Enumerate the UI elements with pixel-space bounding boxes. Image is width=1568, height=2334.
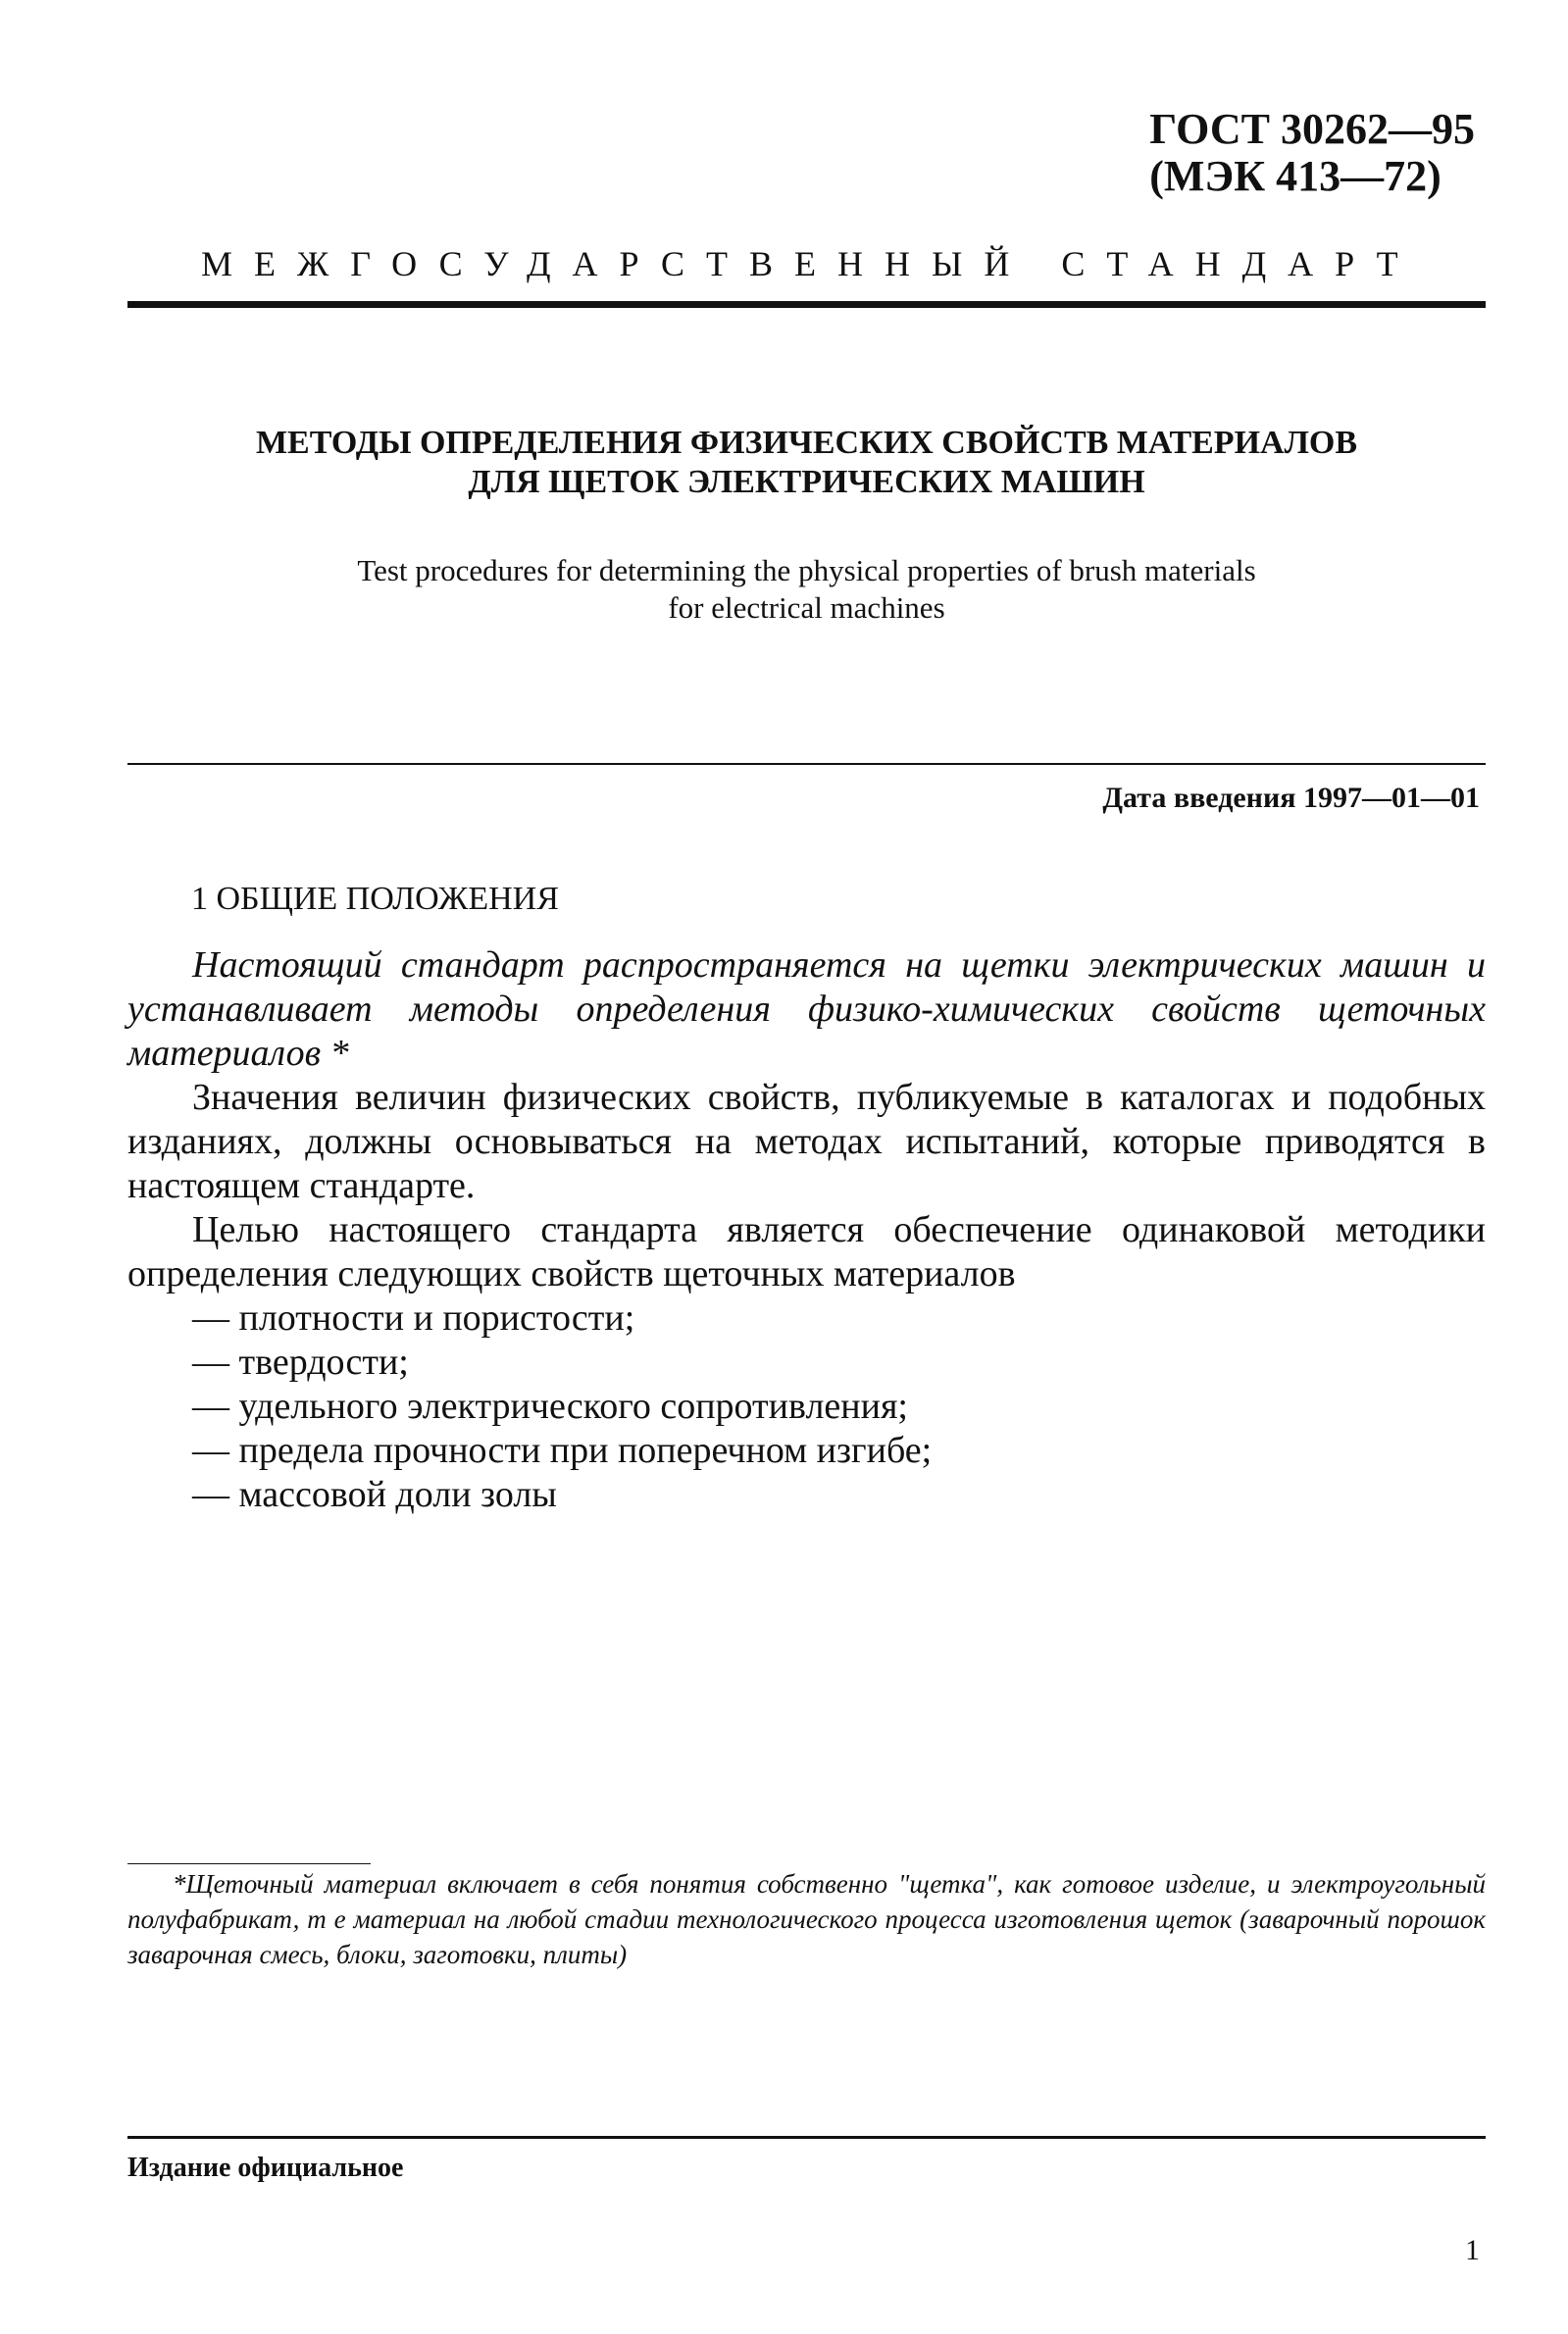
introduction-date: Дата введения 1997—01—01 (1102, 782, 1480, 814)
title-russian (127, 424, 1486, 502)
purpose-paragraph: Целью настоящего стандарта является обеспечение одинаковой методики определения следующих свойств щеточных материалов (127, 1209, 1486, 1294)
header-divider (127, 301, 1486, 308)
list-item: — плотности и пористости; (192, 1297, 635, 1339)
footnote-divider (127, 1863, 371, 1864)
properties-list (127, 1296, 1486, 1517)
title-en-line1: Test procedures for determining the physical properties of brush materials (357, 553, 1256, 587)
list-item: — массовой доли золы (192, 1474, 557, 1515)
title-english (127, 552, 1486, 627)
interstate-standard-heading: МЕЖГОСУДАРСТВЕННЫЙ СТАНДАРТ (201, 244, 1420, 283)
scope-paragraph: Настоящий стандарт распространяется на щетки электрических машин и устанавливает методы определения физико-химических свойств щеточных материалов * (127, 944, 1486, 1074)
bottom-divider (127, 2136, 1486, 2139)
official-edition-label: Издание официальное (127, 2153, 404, 2183)
title-divider (127, 763, 1486, 765)
section-1-title: 1 ОБЩИЕ ПОЛОЖЕНИЯ (191, 881, 559, 917)
catalog-values-paragraph: Значения величин физических свойств, публикуемые в каталогах и подобных изданиях, должны основываться на методах испытаний, которые приводятся в настоящем стандарте. (127, 1077, 1486, 1206)
section-1-body (127, 943, 1486, 1517)
list-item: — предела прочности при поперечном изгибе; (192, 1430, 933, 1471)
footnote: *Щеточный материал включает в себя понятия собственно "щетка", как готовое изделие, и электроугольный полуфабрикат, т е материал на любой стадии технологического процесса изготовления щеток (заварочный порошок заварочная смесь, блоки, заготовки, плиты) (127, 1869, 1486, 1969)
page-number: 1 (1465, 2234, 1480, 2266)
list-item: — удельного электрического сопротивления; (192, 1386, 908, 1427)
list-item: — твердости; (192, 1342, 409, 1383)
gost-number: ГОСТ 30262—95 (1149, 105, 1475, 153)
title-ru-line1: МЕТОДЫ ОПРЕДЕЛЕНИЯ ФИЗИЧЕСКИХ СВОЙСТВ МАТЕРИАЛОВ (255, 425, 1358, 461)
document-designation (1149, 106, 1475, 200)
iec-number: (МЭК 413—72) (1149, 152, 1442, 200)
title-ru-line2: ДЛЯ ЩЕТОК ЭЛЕКТРИЧЕСКИХ МАШИН (468, 464, 1145, 500)
title-en-line2: for electrical machines (668, 590, 945, 625)
